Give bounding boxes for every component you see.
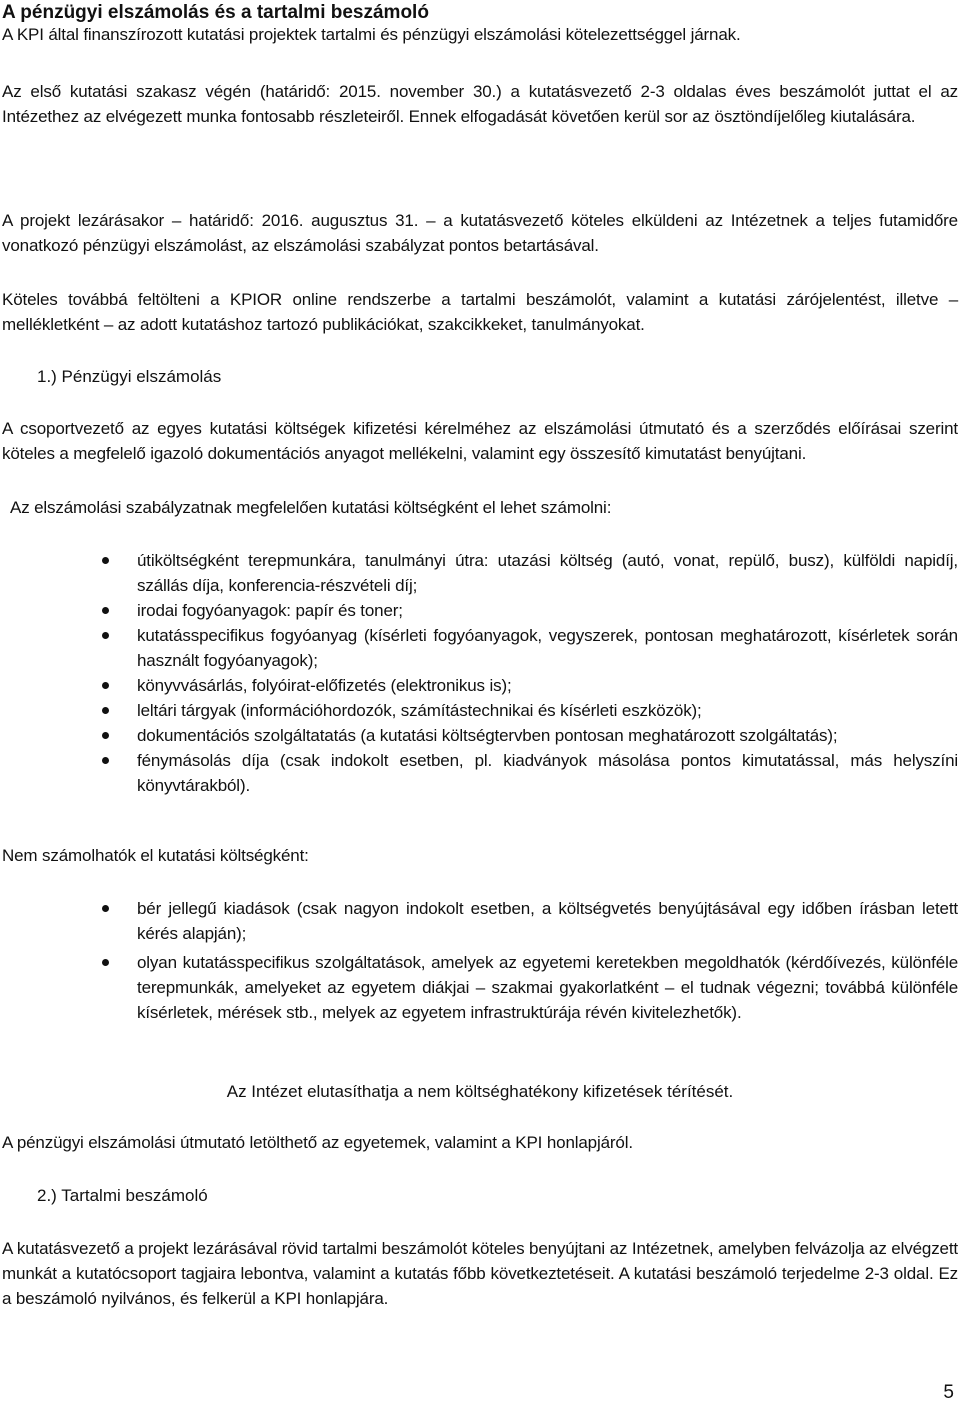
allowed-costs-list (0, 548, 960, 798)
intro-paragraph: A KPI által finanszírozott kutatási projektek tartalmi és pénzügyi elszámolási kötelezettséggel járnak. (2, 25, 741, 44)
list-item: kutatásspecifikus fogyóanyag (kísérleti fogyóanyagok, vegyszerek, pontosan meghatározott, kísérletek során használt fogyóanyagok); (0, 623, 960, 673)
guide-download-paragraph: A pénzügyi elszámolási útmutató letölthető az egyetemek, valamint a KPI honlapjáról. (2, 1133, 633, 1152)
document-title: A pénzügyi elszámolás és a tartalmi beszámoló (2, 2, 429, 23)
list-item: dokumentációs szolgáltatatás (a kutatási költségtervben pontosan meghatározott szolgáltatás); (0, 723, 960, 748)
bullet-icon (102, 557, 109, 564)
bullet-icon (102, 707, 109, 714)
list-item: irodai fogyóanyagok: papír és toner; (0, 598, 960, 623)
list-item: útiköltségként terepmunkára, tanulmányi útra: utazási költség (autó, vonat, repülő, busz), külföldi napidíj, szállás díja, konferencia-részvételi díj; (0, 548, 960, 598)
list-item: bér jellegű kiadások (csak nagyon indokolt esetben, a költségvetés benyújtásával egy időben írásban letett kérés alapján); (0, 896, 960, 946)
disallowed-costs-intro: Nem számolhatók el kutatási költségként: (2, 846, 309, 865)
bullet-icon (102, 959, 109, 966)
list-item: leltári tárgyak (információhordozók, számítástechnikai és kísérleti eszközök); (0, 698, 960, 723)
bullet-icon (102, 732, 109, 739)
list-item: könyvvásárlás, folyóirat-előfizetés (elektronikus is); (0, 673, 960, 698)
financial-paragraph: A csoportvezető az egyes kutatási költségek kifizetési kérelméhez az elszámolási útmutató és a szerződés előírásai szerint köteles a megfelelő igazoló dokumentációs anyagot mellékelni, valamint egy összesítő kimutatást benyújtani. (2, 419, 958, 463)
section-heading-content-report: 2.) Tartalmi beszámoló (37, 1186, 208, 1205)
bullet-icon (102, 757, 109, 764)
rejection-note: Az Intézet elutasíthatja a nem költséghatékony kifizetések térítését. (226, 1082, 734, 1101)
list-item: fénymásolás díja (csak indokolt esetben, pl. kiadványok másolása pontos kimutatással, más helyszíni könyvtárakból). (0, 748, 960, 798)
bullet-icon (102, 632, 109, 639)
page-number: 5 (943, 1382, 954, 1403)
bullet-icon (102, 905, 109, 912)
allowed-costs-intro: Az elszámolási szabályzatnak megfelelően kutatási költségként el lehet számolni: (10, 498, 612, 517)
first-phase-paragraph: Az első kutatási szakasz végén (határidő: 2015. november 30.) a kutatásvezető 2-3 oldalas éves beszámolót juttat el az Intézethez az elvégezett munka fontosabb részleteiről. Ennek elfogadását követően kerül sor az ösztöndíjelőleg kiutalására. (2, 82, 958, 126)
bullet-icon (102, 607, 109, 614)
content-report-paragraph: A kutatásvezető a projekt lezárásával rövid tartalmi beszámolót köteles benyújtani az Intézetnek, amelyben felvázolja az elvégzett munkát a kutatócsoport tagjaira lebontva, valamint a kutatás főbb következtetéseit. A kutatási beszámoló terjedelme 2-3 oldal. Ez a beszámoló nyilvános, és felkerül a KPI honlapjára. (2, 1239, 958, 1308)
list-item: olyan kutatásspecifikus szolgáltatások, amelyek az egyetemi keretekben megoldhatók (kérdőívezés, különféle terepmunkák, amelyeket az egyetem diákjai – szakmai gyakorlatként – el tudnak végezni; továbbá különféle kísérletek, mérések stb., melyek az egyetem infrastruktúrája révén kivitelezhetők). (0, 950, 960, 1025)
bullet-icon (102, 682, 109, 689)
project-closing-paragraph: A projekt lezárásakor – határidő: 2016. augusztus 31. – a kutatásvezető köteles elküldeni az Intézetnek a teljes futamidőre vonatkozó pénzügyi elszámolást, az elszámolási szabályzat pontos betartásával. (2, 211, 958, 255)
section-heading-financial: 1.) Pénzügyi elszámolás (37, 367, 222, 386)
upload-obligation-paragraph: Köteles továbbá feltölteni a KPIOR online rendszerbe a tartalmi beszámolót, valamint a kutatási zárójelentést, illetve – mellékletként – az adott kutatáshoz tartozó publikációkat, szakcikkeket, tanulmányokat. (2, 290, 958, 334)
disallowed-costs-list (0, 896, 960, 1025)
